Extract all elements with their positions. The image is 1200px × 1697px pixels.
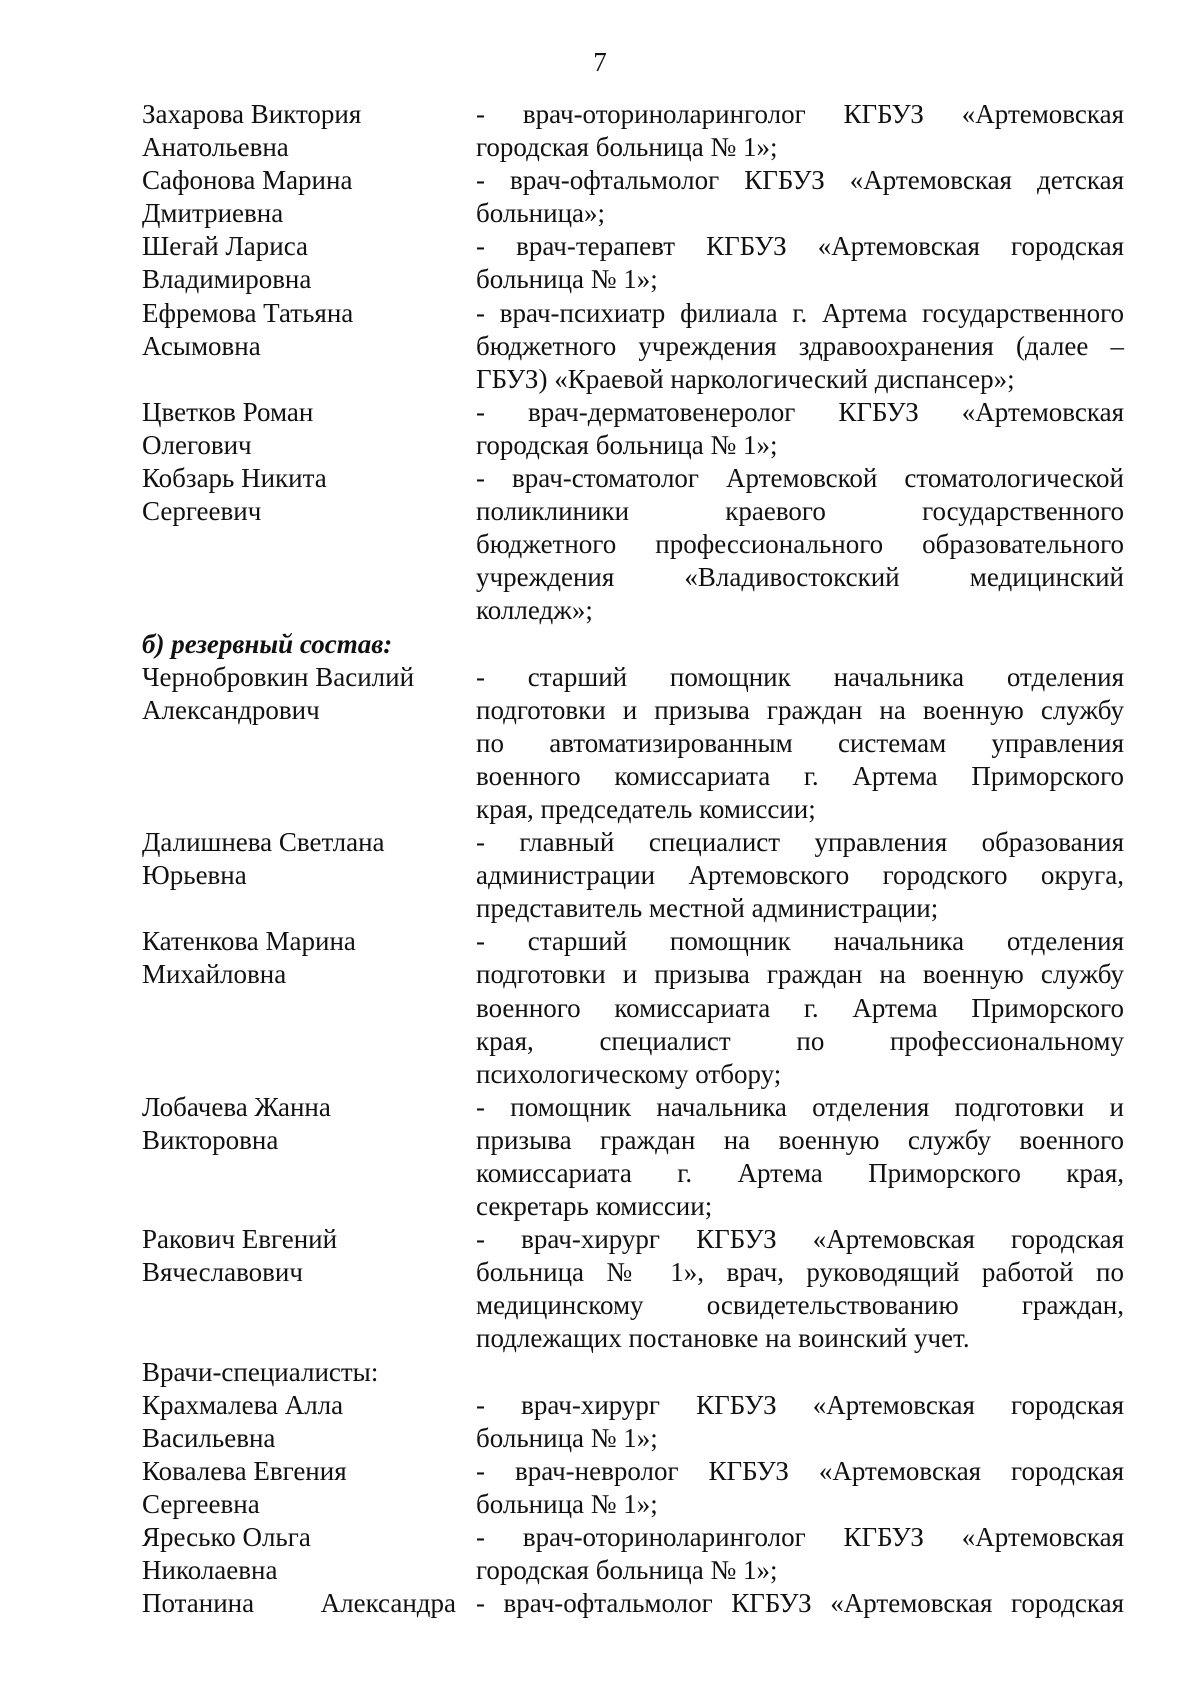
member-position-line: городская больница № 1»; [476,429,778,460]
member-position-line: администрации Артемовского городского округа, [476,860,1124,891]
member-position-line: подготовки и призыва граждан на военную службу [476,694,1124,725]
member-name-line: Дмитриевна [142,198,284,229]
member-entry [142,925,1124,1090]
member-name-line: Ковалева Евгения [142,1455,347,1486]
member-position-line: - врач-офтальмолог КГБУЗ «Артемовская городская [476,1588,1124,1619]
member-name [142,661,456,727]
member-name-line: Асымовна [142,330,261,361]
member-position [476,1521,1124,1587]
member-name [142,297,456,363]
member-position-line: края, специалист по профессиональному [476,1025,1124,1056]
member-position-line: комиссариата г. Артема Приморского края, [476,1158,1124,1188]
member-position-line: колледж»; [476,595,593,626]
specialists-heading: Врачи-специалисты: [142,1356,379,1387]
member-entry [142,1389,1124,1455]
member-name-line: Анатольевна [142,132,289,163]
member-position-line: - старший помощник начальника отделения [476,926,1124,957]
member-name [142,1455,456,1521]
member-position [476,826,1124,925]
member-position-line: представитель местной администрации; [476,893,939,924]
member-position [476,1587,1124,1620]
member-position-line: - помощник начальника отделения подготовки и [476,1091,1124,1122]
member-entry [142,164,1124,230]
member-position-line: бюджетного профессионального образовательного [476,529,1124,560]
member-position [476,230,1124,296]
member-position-line: - врач-психиатр филиала г. Артема государственного [476,297,1124,328]
member-position-line: - врач-стоматолог Артемовской стоматологической [476,463,1124,494]
member-entry [142,230,1124,296]
reserve-composition-heading: б) резервный состав: [142,628,393,659]
member-position-line: призыва граждан на военную службу военного [476,1124,1124,1155]
member-name-line: Михайловна [142,959,287,990]
member-name-line: Крахмалева Алла [142,1389,344,1420]
member-name [142,1587,456,1620]
member-name-line: Потанина Александра [142,1588,456,1619]
member-name-line: Яресько Ольга [142,1522,311,1553]
member-position [476,98,1124,164]
member-position [476,1223,1124,1355]
member-entry [142,1223,1124,1355]
member-name-line: Юрьевна [142,860,247,891]
commission-list [142,98,1124,1620]
member-name-line: Захарова Виктория [142,99,362,129]
member-name-line: Ефремова Татьяна [142,297,354,328]
member-name [142,462,456,528]
member-position-line: военного комиссариата г. Артема Приморского [476,992,1124,1023]
member-position-line: бюджетного учреждения здравоохранения (далее – [476,330,1124,361]
member-position [476,396,1124,462]
member-name [142,396,456,462]
member-entry [142,1521,1124,1587]
member-name-line: Ракович Евгений [142,1224,338,1255]
member-position-line: - врач-оториноларинголог КГБУЗ «Артемовская [476,99,1124,129]
member-name [142,1389,456,1455]
member-position [476,1389,1124,1455]
member-name-line: Лобачева Жанна [142,1091,331,1122]
member-name-line: Викторовна [142,1124,279,1155]
member-entry [142,462,1124,627]
member-entry [142,297,1124,396]
member-position-line: больница»; [476,198,606,229]
member-name-line: Шегай Лариса [142,231,309,262]
member-position-line: - врач-офтальмолог КГБУЗ «Артемовская детская [476,165,1124,196]
member-name [142,1091,456,1157]
member-name-line: Чернобровкин Василий [142,661,415,692]
member-position-line: - старший помощник начальника отделения [476,661,1124,692]
member-name-line: Сергеевна [142,1488,260,1519]
member-entry [142,661,1124,826]
specialists-list [142,1389,1124,1621]
member-position-line: секретарь комиссии; [476,1191,713,1222]
member-position-line: медицинскому освидетельствованию граждан, [476,1290,1124,1321]
member-position [476,164,1124,230]
member-position-line: больница № 1»; [476,264,658,295]
member-name-line: Далишнева Светлана [142,827,385,858]
member-position-line: - врач-дерматовенеролог КГБУЗ «Артемовская [476,396,1124,427]
member-position-line: больница № 1»; [476,1488,658,1519]
member-name-line: Сафонова Марина [142,165,353,196]
member-position-line: подготовки и призыва граждан на военную службу [476,959,1124,990]
main-composition-list [142,98,1124,628]
member-position-line: больница № 1», врач, руководящий работой по [476,1257,1124,1288]
member-entry [142,396,1124,462]
member-entry [142,1587,1124,1620]
member-name [142,230,456,296]
member-position-line: больница № 1»; [476,1422,658,1453]
member-name [142,1521,456,1587]
member-position-line: подлежащих постановке на воинский учет. [476,1323,970,1354]
member-entry [142,1455,1124,1521]
member-position [476,925,1124,1090]
member-name [142,164,456,230]
member-position-line: учреждения «Владивостокский медицинский [476,562,1124,593]
member-position-line: - врач-хирург КГБУЗ «Артемовская городская [476,1389,1124,1420]
member-name [142,826,456,892]
member-name-line: Кобзарь Никита [142,463,327,494]
member-position [476,1091,1124,1223]
member-position-line: - врач-терапевт КГБУЗ «Артемовская городская [476,231,1124,262]
member-position-line: - врач-хирург КГБУЗ «Артемовская городская [476,1224,1124,1255]
member-position [476,1455,1124,1521]
member-name-line: Катенкова Марина [142,926,356,957]
member-name-line: Николаевна [142,1555,278,1586]
member-position [476,297,1124,396]
member-name [142,98,456,164]
member-position-line: края, председатель комиссии; [476,793,816,824]
member-name-line: Васильевна [142,1422,276,1453]
member-name-line: Цветков Роман [142,396,314,427]
member-position-line: - врач-невролог КГБУЗ «Артемовская городская [476,1455,1124,1486]
member-position [476,462,1124,627]
member-name [142,925,456,991]
member-name [142,1223,456,1289]
member-name-line: Александрович [142,694,320,725]
member-position-line: по автоматизированным системам управления [476,727,1124,758]
member-position-line: городская больница № 1»; [476,132,778,163]
member-position-line: - врач-оториноларинголог КГБУЗ «Артемовская [476,1522,1124,1553]
member-position-line: психологическому отбору; [476,1058,782,1089]
member-position-line: - главный специалист управления образования [476,827,1124,858]
member-position [476,661,1124,826]
member-entry [142,826,1124,925]
member-entry [142,1091,1124,1223]
reserve-composition-list [142,661,1124,1356]
member-name-line: Владимировна [142,264,312,295]
member-position-line: городская больница № 1»; [476,1555,778,1586]
member-position-line: военного комиссариата г. Артема Приморского [476,760,1124,791]
member-position-line: ГБУЗ) «Краевой наркологический диспансер»; [476,363,1015,394]
page-number: 7 [593,47,607,77]
member-name-line: Олегович [142,429,252,460]
member-position-line: поликлиники краевого государственного [476,496,1124,527]
member-name-line: Сергеевич [142,496,262,527]
member-entry [142,98,1124,164]
member-name-line: Вячеславович [142,1257,303,1288]
